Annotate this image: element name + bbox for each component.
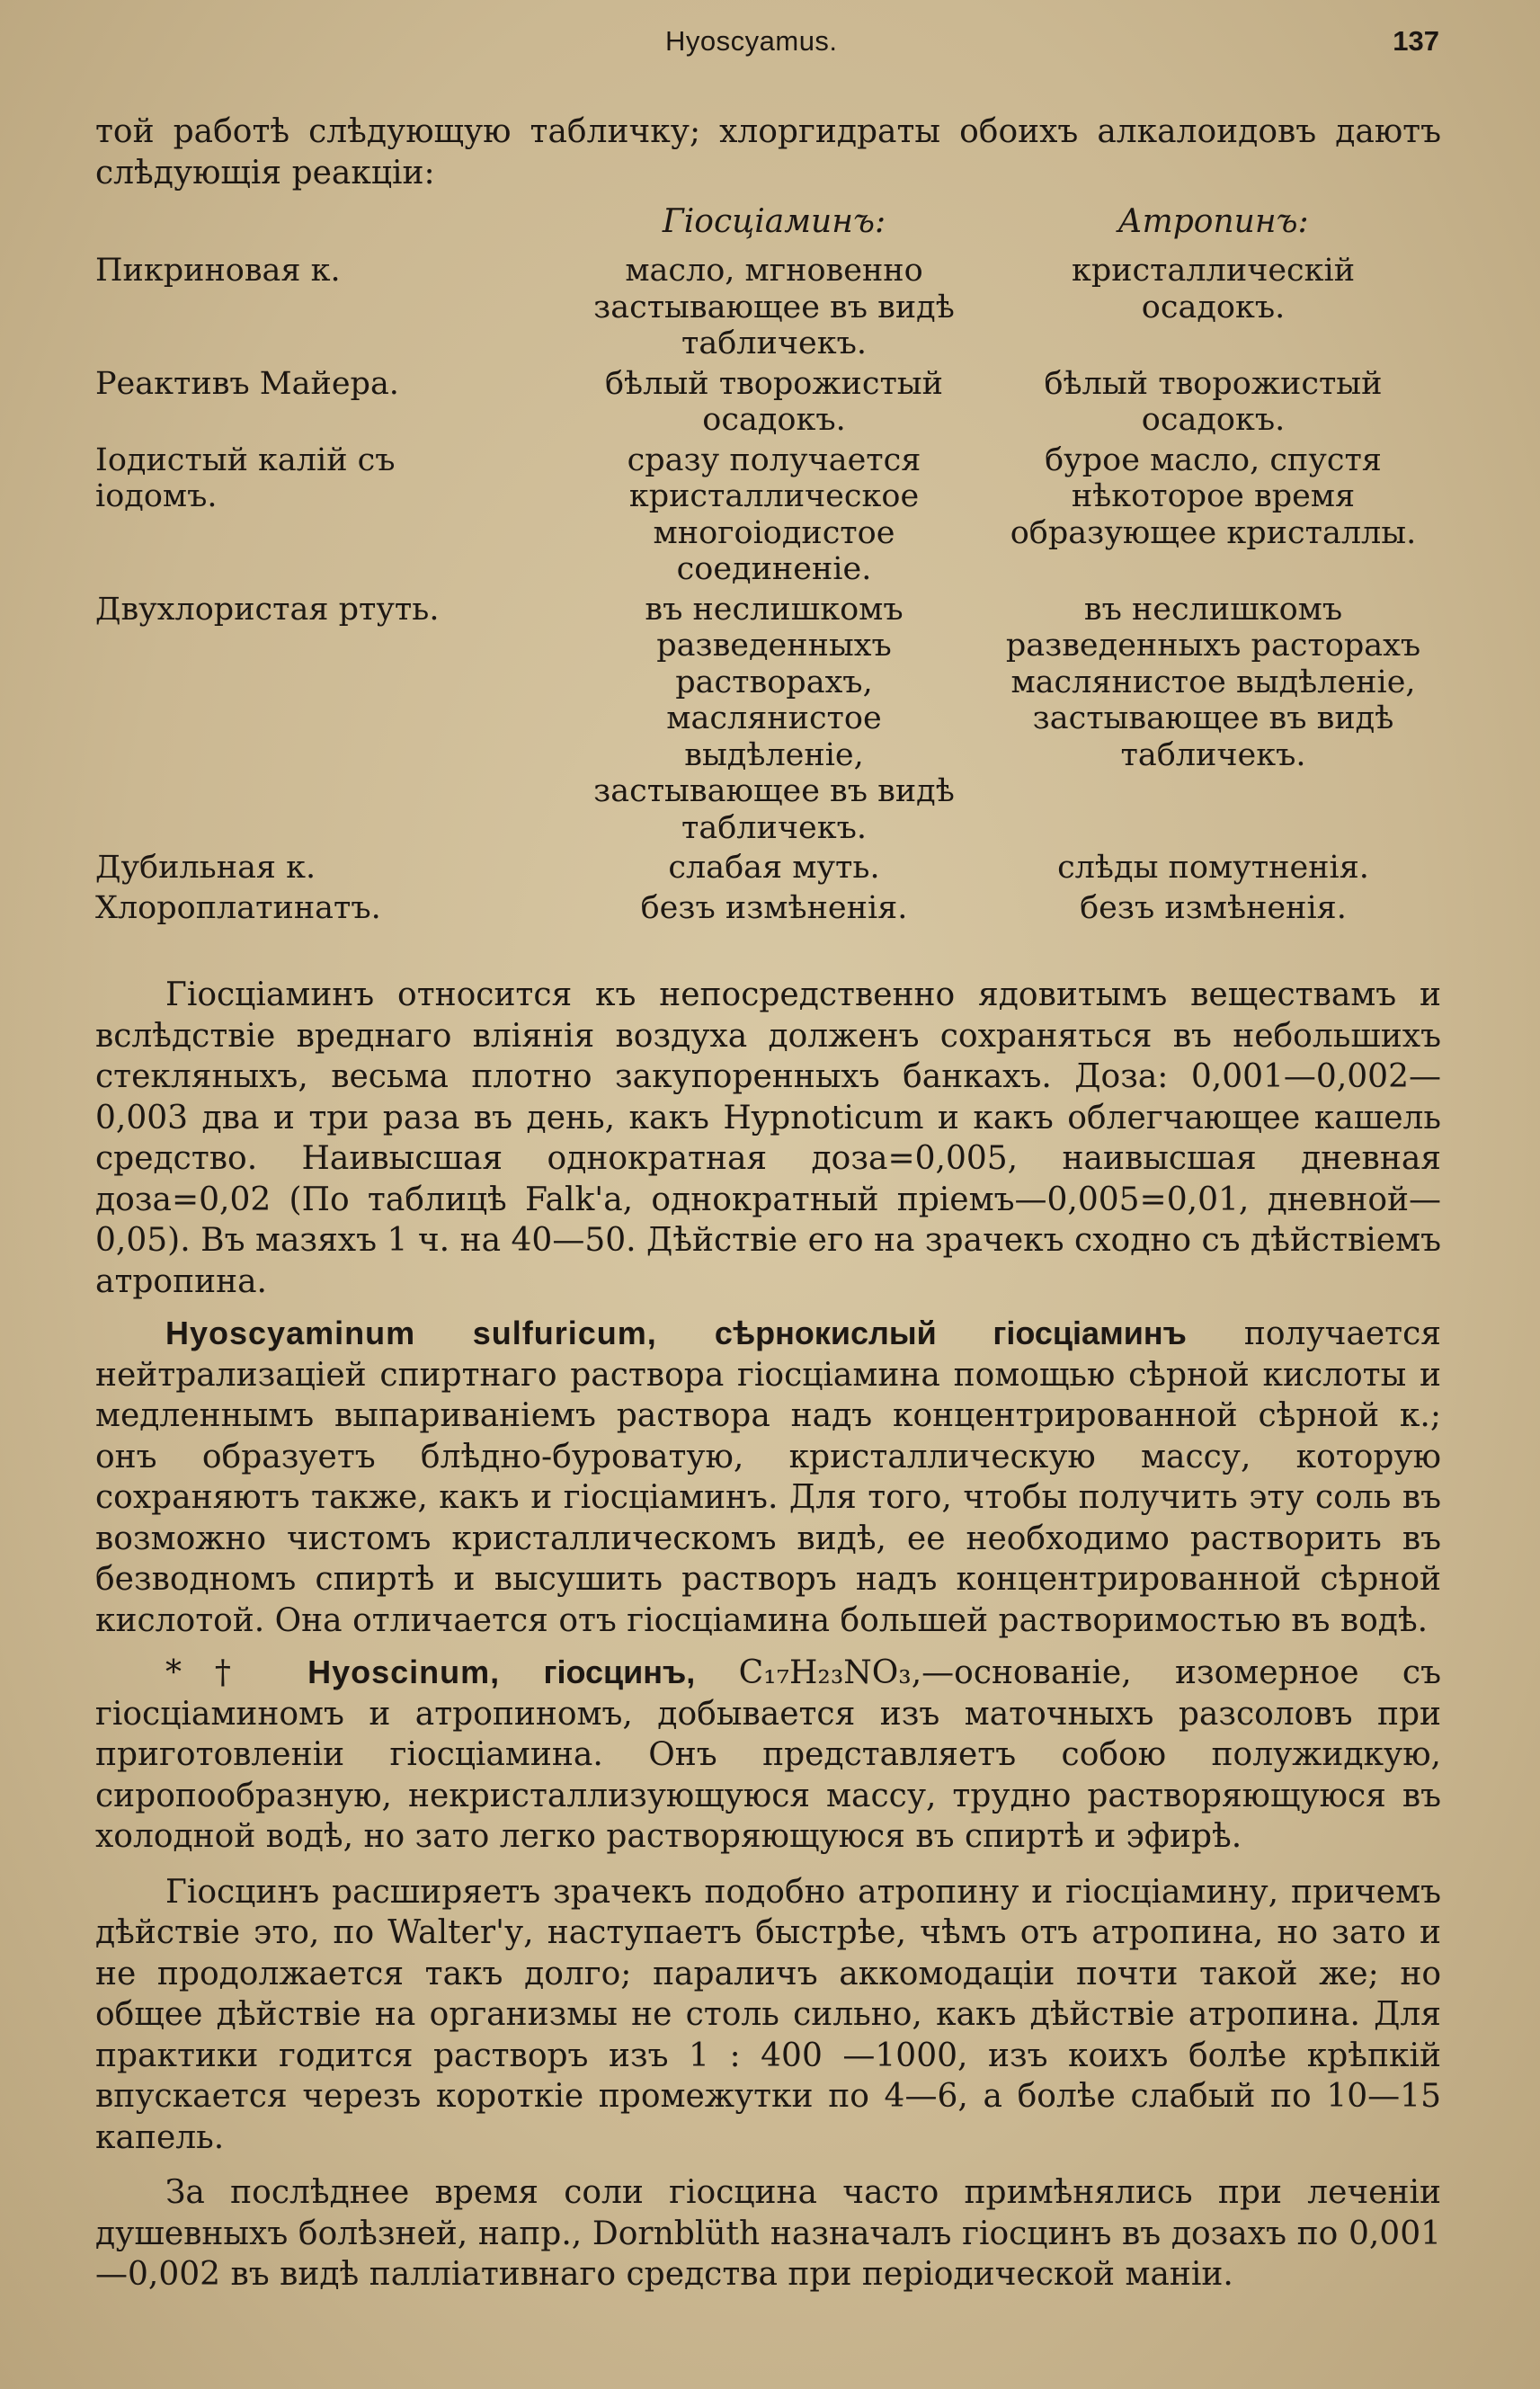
official-mark: *† bbox=[165, 1654, 264, 1691]
table-row bbox=[95, 592, 1441, 851]
paragraph-hyoscyamine-dosage: Гіосціаминъ относится къ непосредственно ядовитымъ веществамъ и вслѣдствіе вреднаго вліянія воздуха долженъ сохраняться въ небольшихъ стекляныхъ, весьма плотно закупоренныхъ банкахъ. Доза: 0,001—0,002—0,003 два и три раза въ день, какъ Hypnoticum и какъ облегчающее кашель средство. Наивысшая однократная доза=0,005, наивысшая дневная доза=0,02 (По таблицѣ Falk'a, однократный пріемъ—0,005=0,01, дневной—0,05). Въ мазяхъ 1 ч. на 40—50. Дѣйствіе его на зрачекъ сходно съ дѣйствіемъ атропина. bbox=[95, 976, 1441, 1300]
column-header-atropine: Атропинъ: bbox=[1117, 203, 1309, 240]
page-number: 137 bbox=[1393, 25, 1439, 57]
table-header-row bbox=[95, 201, 1441, 253]
paragraph-text: получается нейтрализаціей спиртнаго раствора гіосціамина помощью сѣрной кислоты и медленнымъ выпариваніемъ раствора надъ концентрированной сѣрной к.; онъ образуетъ блѣдно-буроватую, кристаллическую массу, которую сохраняютъ также, какъ и гіосціаминъ. Для того, чтобы получить эту соль въ возможно чистомъ кристаллическомъ видѣ, ее необходимо растворить въ безводномъ спиртѣ и высушить растворъ надъ концентрированной сѣрной кислотой. Она отличается отъ гіосціамина большей растворимостью въ водѣ. bbox=[95, 1315, 1441, 1639]
term-russian: гіосцинъ, bbox=[543, 1654, 696, 1690]
hyoscyamine-cell: масло, мгновенно застывающее въ видѣ табличекъ. bbox=[593, 253, 955, 361]
column-header-hyoscyamine: Гіосціаминъ: bbox=[662, 203, 886, 240]
hyoscyamine-cell: слабая муть. bbox=[668, 850, 880, 886]
paragraph-hyoscine-salts: За послѣднее время соли гіосцина часто примѣнялись при леченіи душевныхъ болѣзней, напр., Dornblüth назначалъ гіосцинъ въ дозахъ по 0,001—0,002 въ видѣ палліативнаго средства при періодической маніи. bbox=[95, 2174, 1441, 2293]
reagent-cell: Пикриновая к. bbox=[95, 253, 341, 289]
table-row bbox=[95, 253, 1441, 366]
paragraph-hyoscine bbox=[95, 1652, 1441, 1858]
atropine-cell: бѣлый творожистый осадокъ. bbox=[1044, 365, 1383, 438]
term-latin: Hyoscinum, bbox=[307, 1654, 501, 1690]
term-russian: сѣрнокислый гіосціаминъ bbox=[714, 1315, 1187, 1351]
paragraph-hyoscyamine-sulfate bbox=[95, 1313, 1441, 1641]
hyoscyamine-cell: сразу получается кристаллическое многоіодистое соединеніе. bbox=[627, 441, 921, 587]
term-latin: Hyoscyaminum sulfuricum, bbox=[165, 1315, 657, 1351]
page-body bbox=[95, 111, 1441, 2295]
atropine-cell: кристаллическій осадокъ. bbox=[1071, 253, 1356, 325]
reagent-cell: Дубильная к. bbox=[95, 850, 316, 886]
atropine-cell: въ неслишкомъ разведенныхъ расторахъ маслянистое выдѣленіе, застывающее въ видѣ табличекъ. bbox=[1005, 591, 1421, 773]
running-head bbox=[0, 25, 1540, 61]
paragraph-text: —основаніе, изомерное съ гіосціаминомъ и атропиномъ, добывается изъ маточныхъ разсоловъ при приготовленіи гіосціамина. Онъ представляетъ собою полужидкую, сиропообразную, некристаллизующуюся массу, трудно растворяющуюся въ холодной водѣ, но зато легко растворяющуюся въ спиртѣ и эфирѣ. bbox=[95, 1654, 1441, 1855]
atropine-cell: бурое масло, спустя нѣкоторое время образующее кристаллы. bbox=[1010, 441, 1417, 551]
intro-paragraph: той работѣ слѣдующую табличку; хлоргидраты обоихъ алкалоидовъ даютъ слѣдующія реакціи: bbox=[95, 113, 1441, 192]
reactions-table bbox=[95, 201, 1441, 930]
reagent-cell: Хлороплатинатъ. bbox=[95, 889, 381, 926]
table-row bbox=[95, 442, 1441, 592]
running-title: Hyoscyamus. bbox=[665, 25, 838, 57]
table-row bbox=[95, 366, 1441, 442]
reagent-cell: Реактивъ Майера. bbox=[95, 365, 399, 402]
atropine-cell: слѣды помутненія. bbox=[1057, 850, 1369, 886]
table-row bbox=[95, 850, 1441, 890]
hyoscyamine-cell: безъ измѣненія. bbox=[640, 889, 908, 926]
paragraph-hyoscine-action: Гіосцинъ расширяетъ зрачекъ подобно атропину и гіосціамину, причемъ дѣйствіе это, по Walter'у, наступаетъ быстрѣе, чѣмъ отъ атропина, но зато и не продолжается такъ долго; параличъ аккомодаціи почти такой же; но общее дѣйствіе на организмы не столь сильно, какъ дѣйствіе атропина. Для практики годится растворъ изъ 1 : 400 —1000, изъ коихъ болѣе крѣпкій впускается черезъ короткіе промежутки по 4—6, а болѣе слабый по 10—15 капель. bbox=[95, 1873, 1441, 2156]
column-header-reagent bbox=[95, 201, 563, 253]
hyoscyamine-cell: бѣлый творожистый осадокъ. bbox=[604, 365, 943, 438]
chemical-formula: C₁₇H₂₃NO₃, bbox=[738, 1654, 922, 1691]
hyoscyamine-cell: въ неслишкомъ разведенныхъ растворахъ, маслянистое выдѣленіе, застывающее въ видѣ табличекъ. bbox=[593, 591, 955, 846]
table-row bbox=[95, 890, 1441, 931]
reagent-cell: Іодистый калій съ іодомъ. bbox=[95, 441, 396, 514]
atropine-cell: безъ измѣненія. bbox=[1080, 889, 1347, 926]
reagent-cell: Двухлористая ртуть. bbox=[95, 591, 440, 628]
